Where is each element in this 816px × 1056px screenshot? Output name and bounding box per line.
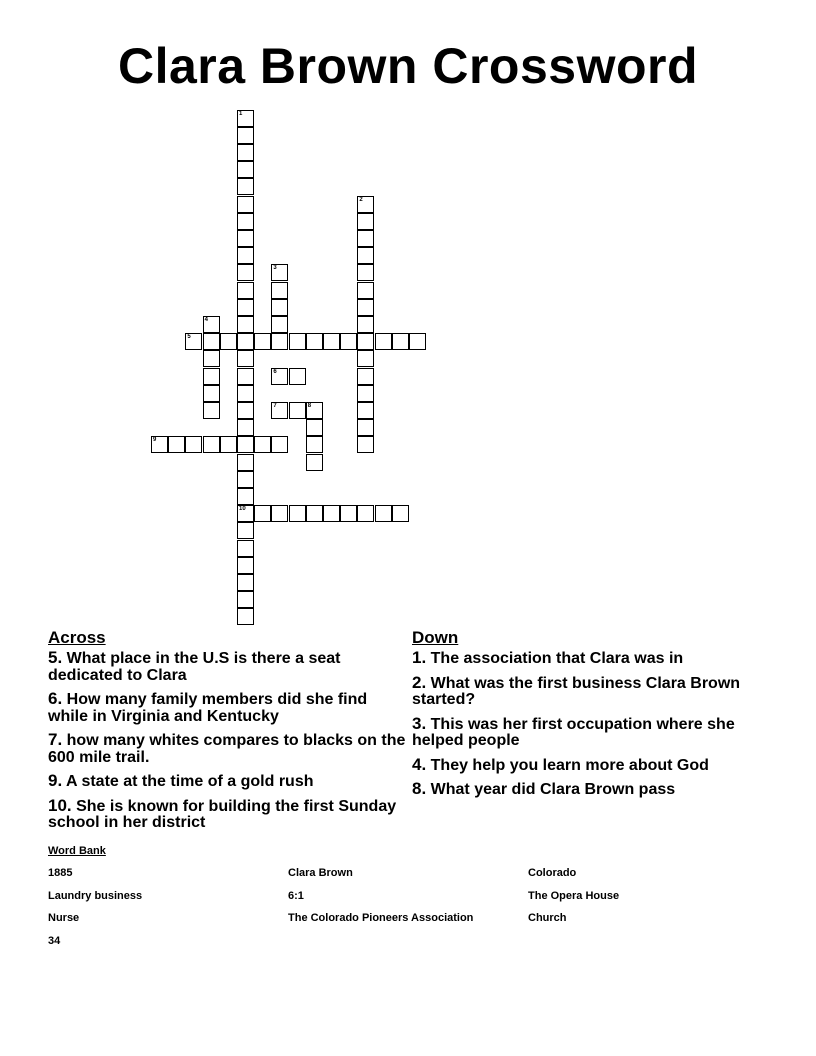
down-clue-4: 4. They help you learn more about God — [412, 754, 709, 774]
across-clue-9: 9. A state at the time of a gold rush — [48, 771, 314, 790]
grid-cell[interactable] — [409, 333, 426, 350]
grid-cell[interactable] — [357, 316, 374, 333]
grid-cell[interactable] — [340, 333, 357, 350]
word-bank-item: Nurse — [48, 912, 80, 924]
grid-cell[interactable] — [237, 144, 254, 161]
grid-cell[interactable] — [237, 419, 254, 436]
clue-number: 9 — [153, 437, 157, 444]
grid-cell[interactable] — [237, 247, 254, 264]
grid-cell[interactable] — [271, 282, 288, 299]
grid-cell[interactable] — [357, 264, 374, 281]
grid-cell[interactable] — [203, 316, 220, 333]
grid-cell[interactable] — [237, 608, 254, 625]
grid-cell[interactable] — [237, 196, 254, 213]
grid-cell[interactable] — [151, 436, 168, 453]
grid-cell[interactable] — [237, 540, 254, 557]
grid-cell[interactable] — [392, 333, 409, 350]
down-clue-3: 3. This was her first occupation where she helped people — [412, 713, 735, 749]
down-clue-1: 1. The association that Clara was in — [412, 648, 684, 667]
grid-cell[interactable] — [357, 247, 374, 264]
grid-cell[interactable] — [237, 471, 254, 488]
grid-cell[interactable] — [271, 316, 288, 333]
down-heading: Down — [412, 628, 459, 647]
grid-cell[interactable] — [203, 385, 220, 402]
grid-cell[interactable] — [237, 299, 254, 316]
grid-cell[interactable] — [185, 436, 202, 453]
word-bank-item: Church — [528, 912, 567, 924]
grid-cell[interactable] — [271, 368, 288, 385]
grid-cell[interactable] — [357, 299, 374, 316]
grid-cell[interactable] — [203, 333, 220, 350]
grid-cell[interactable] — [357, 402, 374, 419]
grid-cell[interactable] — [237, 161, 254, 178]
grid-cell[interactable] — [237, 522, 254, 539]
grid-cell[interactable] — [306, 454, 323, 471]
grid-cell[interactable] — [237, 333, 254, 350]
clue-number: 10 — [239, 506, 246, 513]
grid-cell[interactable] — [375, 505, 392, 522]
grid-cell[interactable] — [237, 178, 254, 195]
grid-cell[interactable] — [254, 333, 271, 350]
grid-cell[interactable] — [237, 264, 254, 281]
grid-cell[interactable] — [271, 436, 288, 453]
grid-cell[interactable] — [203, 350, 220, 367]
grid-cell[interactable] — [289, 505, 306, 522]
grid-cell[interactable] — [306, 419, 323, 436]
grid-cell[interactable] — [289, 402, 306, 419]
grid-cell[interactable] — [237, 350, 254, 367]
across-clue-6: 6. How many family members did she find while in Virginia and Kentucky — [48, 689, 368, 725]
grid-cell[interactable] — [357, 505, 374, 522]
down-clue-8: 8. What year did Clara Brown pass — [412, 779, 676, 798]
grid-cell[interactable] — [306, 436, 323, 453]
down-clues — [412, 628, 772, 806]
grid-cell[interactable] — [168, 436, 185, 453]
clue-number: 3 — [273, 265, 277, 272]
grid-cell[interactable] — [237, 488, 254, 505]
grid-cell[interactable] — [289, 368, 306, 385]
clue-number: 8 — [307, 402, 312, 409]
word-bank-item: 6:1 — [288, 890, 304, 902]
clue-number: 6 — [273, 368, 277, 375]
grid-cell[interactable] — [306, 333, 323, 350]
grid-cell[interactable] — [203, 368, 220, 385]
clue-number: 5 — [187, 334, 191, 341]
clue-number: 4 — [204, 316, 208, 323]
word-bank-item: 1885 — [48, 867, 73, 879]
word-bank-item: Colorado — [528, 867, 577, 879]
grid-cell[interactable] — [323, 505, 340, 522]
word-bank-item: Laundry business — [48, 890, 143, 902]
grid-cell[interactable] — [237, 230, 254, 247]
grid-cell[interactable] — [357, 282, 374, 299]
grid-cell[interactable] — [185, 333, 202, 350]
grid-cell[interactable] — [220, 333, 237, 350]
grid-cell[interactable] — [357, 213, 374, 230]
grid-cell[interactable] — [340, 505, 357, 522]
grid-cell[interactable] — [237, 505, 254, 522]
grid-cell[interactable] — [323, 333, 340, 350]
grid-cell[interactable] — [306, 402, 323, 419]
grid-cell[interactable] — [289, 333, 306, 350]
grid-cell[interactable] — [237, 574, 254, 591]
clue-number: 7 — [273, 402, 277, 409]
grid-cell[interactable] — [237, 454, 254, 471]
grid-cell[interactable] — [237, 368, 254, 385]
grid-cell[interactable] — [237, 385, 254, 402]
grid-cell[interactable] — [375, 333, 392, 350]
grid-cell[interactable] — [237, 436, 254, 453]
grid-cell[interactable] — [357, 385, 374, 402]
across-clue-7: 7. how many whites compares to blacks on the 600 mile trail. — [48, 730, 406, 766]
grid-cell[interactable] — [271, 402, 288, 419]
grid-cell[interactable] — [254, 436, 271, 453]
grid-cell[interactable] — [392, 505, 409, 522]
grid-cell[interactable] — [220, 436, 237, 453]
down-clue-2: 2. What was the first business Clara Brown started? — [412, 672, 741, 708]
grid-cell[interactable] — [203, 436, 220, 453]
grid-cell[interactable] — [203, 402, 220, 419]
grid-cell[interactable] — [357, 419, 374, 436]
grid-cell[interactable] — [254, 505, 271, 522]
grid-cell[interactable] — [357, 196, 374, 213]
grid-cell[interactable] — [357, 368, 374, 385]
grid-cell[interactable] — [357, 350, 374, 367]
clue-number: 1 — [239, 110, 243, 117]
grid-cell[interactable] — [306, 505, 323, 522]
grid-cell[interactable] — [237, 591, 254, 608]
grid-cell[interactable] — [357, 230, 374, 247]
clue-number: 2 — [359, 196, 363, 203]
grid-cell[interactable] — [237, 127, 254, 144]
across-heading: Across — [48, 628, 106, 647]
word-bank-item: 34 — [48, 935, 61, 947]
word-bank-item: The Opera House — [528, 890, 620, 902]
word-bank-item: Clara Brown — [288, 867, 353, 879]
grid-cell[interactable] — [271, 299, 288, 316]
grid-cell[interactable] — [237, 282, 254, 299]
grid-cell[interactable] — [237, 110, 254, 127]
grid-cell[interactable] — [271, 333, 288, 350]
page-title: Clara Brown Crossword — [117, 38, 699, 94]
across-clues — [48, 628, 408, 839]
grid-cell[interactable] — [357, 436, 374, 453]
grid-cell[interactable] — [271, 505, 288, 522]
across-clue-10: 10. She is known for building the first Sunday school in her district — [48, 795, 397, 831]
word-bank-item: The Colorado Pioneers Association — [288, 912, 474, 924]
word-bank-title: Word Bank — [48, 845, 106, 857]
grid-cell[interactable] — [237, 402, 254, 419]
grid-cell[interactable] — [271, 264, 288, 281]
grid-cell[interactable] — [237, 213, 254, 230]
grid-cell[interactable] — [357, 333, 374, 350]
grid-cell[interactable] — [237, 557, 254, 574]
across-clue-5: 5. What place in the U.S is there a seat dedicated to Clara — [48, 648, 341, 684]
grid-cell[interactable] — [237, 316, 254, 333]
